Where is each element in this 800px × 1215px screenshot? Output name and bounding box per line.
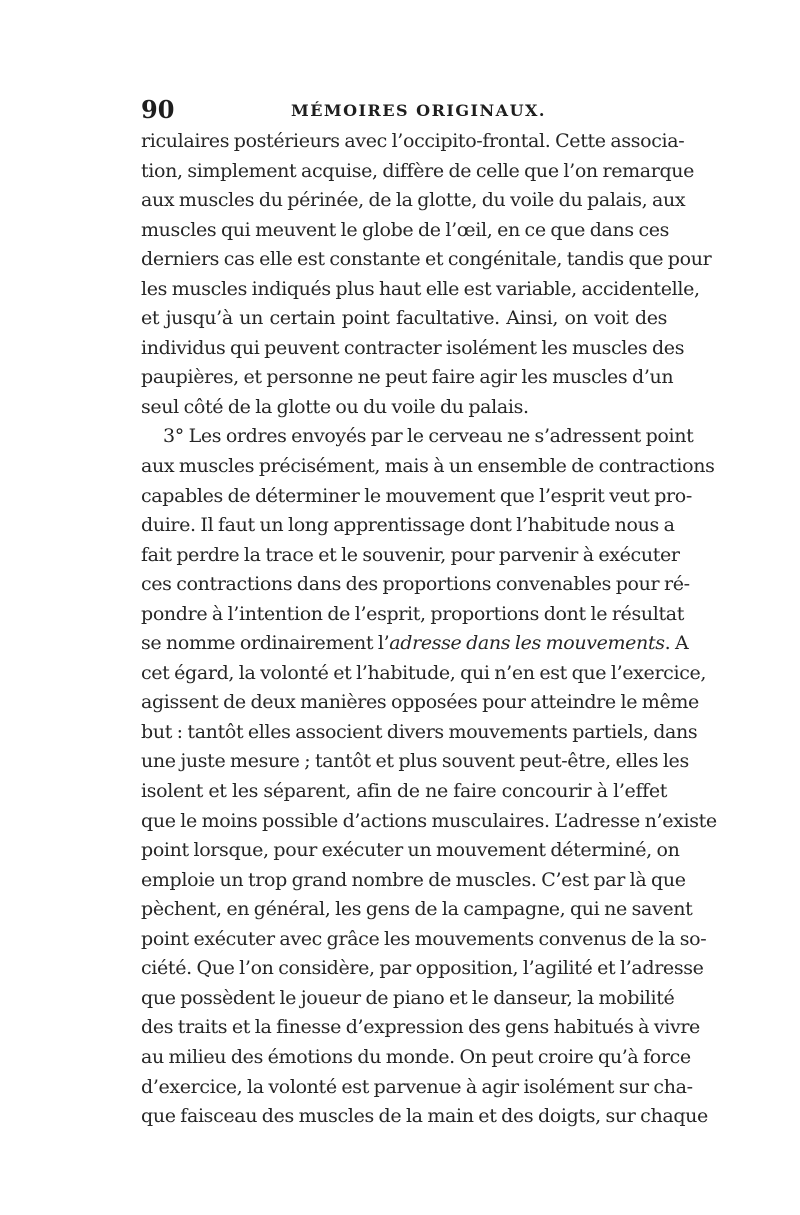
text-line: pèchent, en général, les gens de la campagne, qui ne savent	[141, 898, 693, 921]
text-line: riculaires postérieurs avec l’occipito-frontal. Cette associa-	[141, 130, 685, 152]
text-line: une juste mesure ; tantôt et plus souvent peut-être, elles les	[141, 750, 689, 773]
paragraph-start-line: 3° Les ordres envoyés par le cerveau ne s’adressent point	[163, 425, 694, 448]
text-line: isolent et les séparent, afin de ne faire concourir à l’effet	[141, 780, 667, 803]
text-line: ces contractions dans des proportions convenables pour ré-	[141, 573, 690, 596]
text-line: duire. Il faut un long apprentissage dont l’habitude nous a	[141, 514, 675, 537]
text-line: ciété. Que l’on considère, par opposition, l’agilité et l’adresse	[141, 957, 704, 980]
text-line: point lorsque, pour exécuter un mouvement déterminé, on	[141, 839, 680, 862]
text-line: que faisceau des muscles de la main et des doigts, sur chaque	[141, 1105, 708, 1128]
text-line: individus qui peuvent contracter isolément les muscles des	[141, 336, 685, 359]
text-line: aux muscles précisément, mais à un ensemble de contractions	[141, 455, 715, 478]
text-line: les muscles indiqués plus haut elle est variable, accidentelle,	[141, 277, 700, 300]
text-line: et jusqu’à un certain point facultative. Ainsi, on voit des	[141, 307, 667, 330]
text-line: capables de déterminer le mouvement que l’esprit veut pro-	[141, 484, 692, 507]
text-line: d’exercice, la volonté est parvenue à agir isolément sur cha-	[141, 1075, 693, 1098]
text-line: agissent de deux manières opposées pour atteindre le même	[141, 691, 699, 714]
text-segment: se nomme ordinairement l’	[141, 632, 390, 655]
text-line-with-italic	[141, 629, 689, 659]
text-segment: . A	[664, 632, 689, 655]
text-line: point exécuter avec grâce les mouvements convenus de la so-	[141, 927, 707, 950]
italic-phrase: adresse dans les mouvements	[389, 632, 665, 655]
text-line: muscles qui meuvent le globe de l’œil, en ce que dans ces	[141, 218, 670, 241]
text-line: tion, simplement acquise, diffère de celle que l’on remarque	[141, 159, 695, 182]
text-line: paupières, et personne ne peut faire agir les muscles d’un	[141, 366, 674, 389]
text-line: derniers cas elle est constante et congénitale, tandis que pour	[141, 248, 712, 271]
page-header	[141, 95, 667, 127]
text-line: que le moins possible d’actions musculaires. L’adresse n’existe	[141, 809, 717, 832]
text-line: seul côté de la glotte ou du voile du palais.	[141, 395, 529, 418]
running-head: MÉMOIRES ORIGINAUX.	[291, 101, 546, 120]
text-line: but : tantôt elles associent divers mouvements partiels, dans	[141, 720, 698, 743]
body-text	[141, 127, 717, 1132]
page-number: 90	[141, 95, 175, 124]
text-line: des traits et la finesse d’expression des gens habitués à vivre	[141, 1016, 700, 1039]
text-line: emploie un trop grand nombre de muscles. C’est par là que	[141, 868, 686, 891]
text-line: au milieu des émotions du monde. On peut croire qu’à force	[141, 1045, 691, 1068]
text-line: cet égard, la volonté et l’habitude, qui n’en est que l’exercice,	[141, 661, 707, 684]
text-line: fait perdre la trace et le souvenir, pour parvenir à exécuter	[141, 543, 680, 566]
text-line: pondre à l’intention de l’esprit, proportions dont le résultat	[141, 602, 685, 625]
text-line: que possèdent le joueur de piano et le danseur, la mobilité	[141, 986, 675, 1009]
text-line: aux muscles du périnée, de la glotte, du voile du palais, aux	[141, 189, 686, 212]
